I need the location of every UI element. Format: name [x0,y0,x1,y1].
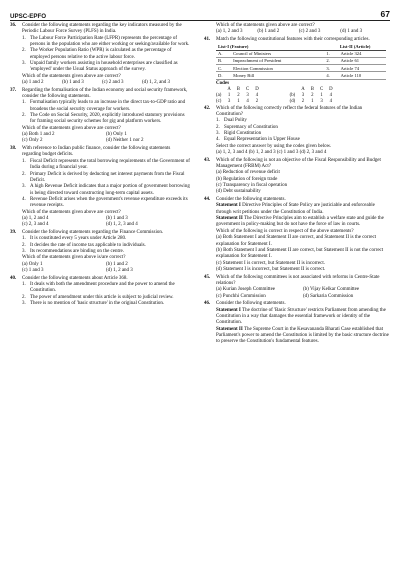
question-stem: Which of the following is correct in respect of the above statements? [216,228,354,234]
item-text: It is constituted every 5 years under Article 280. [30,236,127,242]
statement-1 [204,308,390,327]
question-text: With reference to Indian public finance, consider the following statements regarding budget deficits. [22,146,171,158]
option-b[interactable]: (b) 1 and 2 [106,261,128,267]
code-value: 3 [320,98,323,104]
codes-label: Codes [216,80,230,86]
item-text: The power of amendment under this article is subject to judicial review. [30,294,174,300]
option-d[interactable]: (d) Neither 1 nor 2 [106,138,144,144]
codes-col-b: B [236,87,240,93]
option-c[interactable]: (c) 2 and 3 [102,80,124,86]
list1-header: List-I (Feature) [216,44,324,50]
item-text: A high Revenue Deficit indicates that a major portion of government borrowing is being directed toward constructing long-term capital assets. [30,184,190,196]
question-text: Which of the following committees is not associated with reforms in Centre-State relations? [216,274,380,286]
statement-item [10,282,190,295]
row-letter: A. [216,50,231,57]
option-c[interactable]: (c) Only 2 [22,138,43,144]
item-text: Its recommendations are binding on the centre. [30,248,124,254]
item-number: 3. [216,131,220,137]
option-a[interactable]: (a) 1 and 2 [22,80,44,86]
option-c[interactable]: (c) Statement I is correct, but Statement II is incorrect. [216,260,325,266]
page-header [10,7,390,21]
article-cell: Article 110 [339,72,386,79]
statement-item [10,301,190,307]
question-42 [204,106,390,157]
item-text: Revenue Deficit arises when the government's revenue expenditure exceeds its revenue receipts. [30,196,188,209]
question-stem: Select the correct answer by using the codes given below. [216,143,332,149]
codes-col-c: C [246,87,250,93]
left-column [10,23,190,309]
option-a[interactable]: (a) 1, 2 and 3 [216,29,243,35]
question-number: 39. [10,229,17,235]
item-text: Supremacy of Constitution [224,124,278,130]
answer-options [10,80,190,86]
item-number: 2. [22,113,26,119]
option-b[interactable]: (b) Only 1 [106,132,127,138]
row-number: 4. [324,72,338,79]
option-d[interactable]: (d) 1, 2, and 3 [142,80,171,86]
question-text: Consider the following statements regarding the Finance Commission. [22,229,164,235]
row-letter: D. [216,72,231,79]
option-c[interactable]: (c) 2, 3 and 4 [22,222,49,228]
code-value: 2 [237,92,240,98]
option-a[interactable]: (a) Both 1 and 2 [22,132,55,138]
question-number: 41. [204,36,211,42]
option-d[interactable]: (d) 1, 2 and 3 [106,267,133,273]
codes-col-a: A [301,87,305,93]
statement-text: The Directive Principles aim to establish a welfare state and guide the government in policy-making but do not have the force of law in courts. [216,216,384,228]
statement-item [10,48,190,61]
item-number: 1. [22,158,26,164]
item-text: Primary Deficit is derived by deducting net interest payments from the Fiscal Deficit. [30,171,185,183]
statement-item [10,197,190,210]
item-text: The Worker Population Ratio (WPR) is calculated as the percentage of employed persons relative to the active labour force. [30,48,172,60]
item-number: 1. [22,281,26,287]
code-value: 1 [237,98,240,104]
codes-col-d: D [329,87,333,93]
answer-options [10,262,190,275]
code-value: 1 [320,92,323,98]
option-b[interactable]: (b) 1 and 3 [62,80,84,86]
code-value: 3 [246,92,249,98]
code-value: 4 [329,92,333,98]
option-label: (d) [289,98,296,104]
option-a[interactable]: (a) 1, 2 and 4 [22,215,49,221]
feature-cell: Money Bill [231,72,324,79]
item-number: 2. [22,48,26,54]
item-text: Dual Polity [224,118,247,124]
statement-2 [204,327,390,346]
question-text: Consider the following statements regarding the key indicators measured by the Periodic Labour Force Survey (PLFS) in India. [22,23,182,35]
item-text: Fiscal Deficit represents the total borrowing requirements of the Government of India during a financial year. [30,158,190,171]
question-number: 45. [204,274,211,280]
question-46 [204,301,390,345]
statement-text: The Supreme Court in the Kesavananda Bharati Case established that Parliament's power to amend the Constitution is limited by the basic structure doctrine to preserve the Constitution's fundamental features. [216,326,389,345]
item-number: 1. [216,118,220,124]
item-text: The Labour Force Participation Rate (LFPR) represents the percentage of persons in the population who are either working or seeking/available for work. [30,35,190,48]
statement-label: Statement II [216,326,243,332]
option-label: (b) [289,92,296,98]
question-38 [10,146,190,228]
code-value: 1 [311,98,314,104]
row-number: 1. [324,50,338,57]
question-text: Match the following constitutional features with their corresponding articles. [216,36,370,42]
codes-right [290,87,336,104]
statement-item [10,184,190,197]
option-b[interactable]: (b) 1 and 3 [106,215,128,221]
option-c[interactable]: (c) Transparency in fiscal operation [216,183,288,189]
question-stem: Which of the statements given above are correct? [216,23,315,28]
answer-options [10,132,190,145]
item-number: 3. [22,184,26,190]
item-text: It decides the rate of income tax applicable to individuals. [30,242,146,248]
question-45 [204,275,390,300]
question-text: Consider the following statements. [216,301,286,307]
feature-cell: Council of Ministers [231,50,324,57]
item-number: 1. [22,236,26,242]
statement-item [10,172,190,185]
item-number: 1. [22,35,26,41]
statement-item [10,61,190,74]
option-c[interactable]: (c) Punchhi Commission [216,293,266,299]
question-number: 37. [10,87,17,93]
statement-item [10,36,190,49]
option-label: (a) [216,92,222,98]
article-cell: Article 61 [339,58,386,65]
question-text: Consider the following statements. [216,197,286,203]
question-number: 46. [204,301,211,307]
answer-options[interactable]: (a) 1, 2, 3 and 4 (b) 1, 2 and 3 (c) 1 and 3 (d) 2, 3 and 4 [216,150,327,156]
match-row [216,65,386,72]
option-label: (c) [216,98,222,104]
code-value: 4 [329,98,333,104]
exam-title: UPSC-EPFO [10,13,47,20]
code-value: 3 [301,92,305,98]
question-stem: Which of the statements given above are correct? [22,209,121,215]
question-number: 43. [204,157,211,163]
option-c[interactable]: (c) 2 and 3 [298,29,321,35]
item-text: Formalisation typically leads to an increase in the direct tax-to-GDP ratio and broadens the social security coverage for workers. [30,100,186,112]
code-value: 1 [227,92,231,98]
option-d[interactable]: (d) Debt sustainability [216,189,261,195]
option-d[interactable]: (d) Statement I is incorrect, but Statement II is correct. [216,266,326,272]
codes-col-d: D [255,87,259,93]
item-text: Unpaid family workers assisting in household enterprises are classified as 'employed' under the Usual Status approach of the survey. [30,61,178,73]
row-number: 3. [324,65,338,72]
question-40-continued [204,23,390,36]
statement-label: Statement I [216,307,241,313]
match-table [216,44,386,79]
option-d[interactable]: (d) 1 and 3 [340,29,363,35]
question-text: Consider the following statements about Article 368. [22,275,128,281]
option-a[interactable]: (a) Both Statement I and Statement II are correct, and Statement II is the correct explanation for Statement I. [216,235,377,247]
item-number: 2. [22,171,26,177]
right-column [204,23,390,347]
item-number: 1. [22,100,26,106]
question-number: 36. [10,23,17,28]
question-stem: Which of the statements given above is/are correct? [22,255,126,261]
item-number: 4. [22,196,26,202]
code-value: 2 [311,92,314,98]
question-39 [10,230,190,274]
option-b[interactable]: (b) Vijay Kelkar Committee [303,287,360,293]
statement-label: Statement II [216,216,243,222]
item-text: The Code on Social Security, 2020, explicitly introduced statutory provisions for framing social security schemes for gig and platform workers. [30,113,185,125]
statement-item [10,100,190,113]
item-text: There is no mention of 'basic structure' in the original Constitution. [30,300,165,306]
statement-item [10,159,190,172]
answer-options [10,216,190,229]
question-stem: Which of the statements given above are correct? [22,73,121,79]
statement-text: Directive Principles of State Policy are justiciable and enforceable through writ petitions under the Constitution of India. [216,203,375,215]
statement-label: Statement I [216,203,241,209]
question-44 [204,197,390,273]
option-d[interactable] [290,99,336,105]
question-41 [204,37,390,104]
statement-2 [204,216,390,229]
code-value: 4 [246,98,249,104]
statement-text: The doctrine of 'Basic Structure' restricts Parliament from amending the Constitution in a way that damages the essential framework or identity of the Constitution. [216,307,386,326]
question-number: 44. [204,197,211,203]
row-letter: B. [216,58,231,65]
option-b[interactable]: (b) 1 and 2 [257,29,280,35]
question-number: 40. [10,275,17,281]
item-number: 3. [22,300,26,306]
item-number: 2. [216,124,220,130]
item-text: Equal Representation in Upper House [224,137,300,143]
option-d[interactable]: (d) 1, 2, 3 and 4 [106,222,138,228]
statement-item [204,137,390,143]
feature-cell: Election Commission [231,65,324,72]
question-36 [10,23,190,86]
option-b[interactable]: (b) Both Statement I and Statement II are correct, but Statement II is not the correct explanation for Statement I. [216,247,384,260]
question-text: Regarding the formalisation of the Indian economy and social security framework, consider the following statements. [22,87,188,100]
article-cell: Article 74 [339,65,386,72]
item-number: 2. [22,242,26,248]
row-letter: C. [216,65,231,72]
codes-col-a: A [227,87,231,93]
article-cell: Article 324 [339,50,386,57]
option-c[interactable] [216,99,262,105]
question-text: Which of the following correctly reflect the federal features of the Indian Constitution? [216,105,363,118]
code-value: 3 [227,98,231,104]
question-37 [10,88,190,145]
code-value: 2 [301,98,305,104]
item-text: Rigid Constitution [224,131,262,137]
codes-grid [204,87,390,104]
statement-item [10,113,190,126]
codes-left [216,87,262,104]
question-43 [204,158,390,196]
match-row [216,50,386,57]
option-d[interactable]: (d) Sarkaria Commission [303,293,354,299]
item-number: 4. [216,137,220,143]
option-a[interactable]: (a) Reduction of revenue deficit [216,170,280,176]
code-value: 2 [255,98,259,104]
feature-cell: Impeachment of President [231,58,324,65]
statement-1 [204,203,390,216]
row-number: 2. [324,58,338,65]
item-text: It deals with both the amendment procedure and the power to amend the Constitution. [30,281,175,294]
answer-options [204,287,390,300]
list2-header: List-II (Article) [324,44,386,50]
option-a[interactable]: (a) Kurian Joseph Committee [216,287,276,293]
question-number: 38. [10,146,17,152]
option-b[interactable]: (b) Regulation of foreign trade [216,176,278,182]
page-number: 67 [380,9,390,19]
question-number: 42. [204,105,211,111]
answer-options [204,29,390,35]
option-a[interactable]: (a) Only 1 [22,261,43,267]
option-c[interactable]: (c) 1 and 3 [22,267,44,273]
item-number: 3. [22,61,26,67]
item-number: 2. [22,294,26,300]
question-40 [10,276,190,308]
question-stem: Which of the statements given above are correct? [22,125,121,131]
match-row [216,72,386,79]
question-text: Which of the following is not an objective of the Fiscal Responsibility and Budget Management (FRBM) Act? [216,157,381,170]
code-value: 4 [255,92,259,98]
codes-col-b: B [310,87,314,93]
match-row [216,58,386,65]
codes-col-c: C [319,87,324,93]
item-number: 3. [22,248,26,254]
